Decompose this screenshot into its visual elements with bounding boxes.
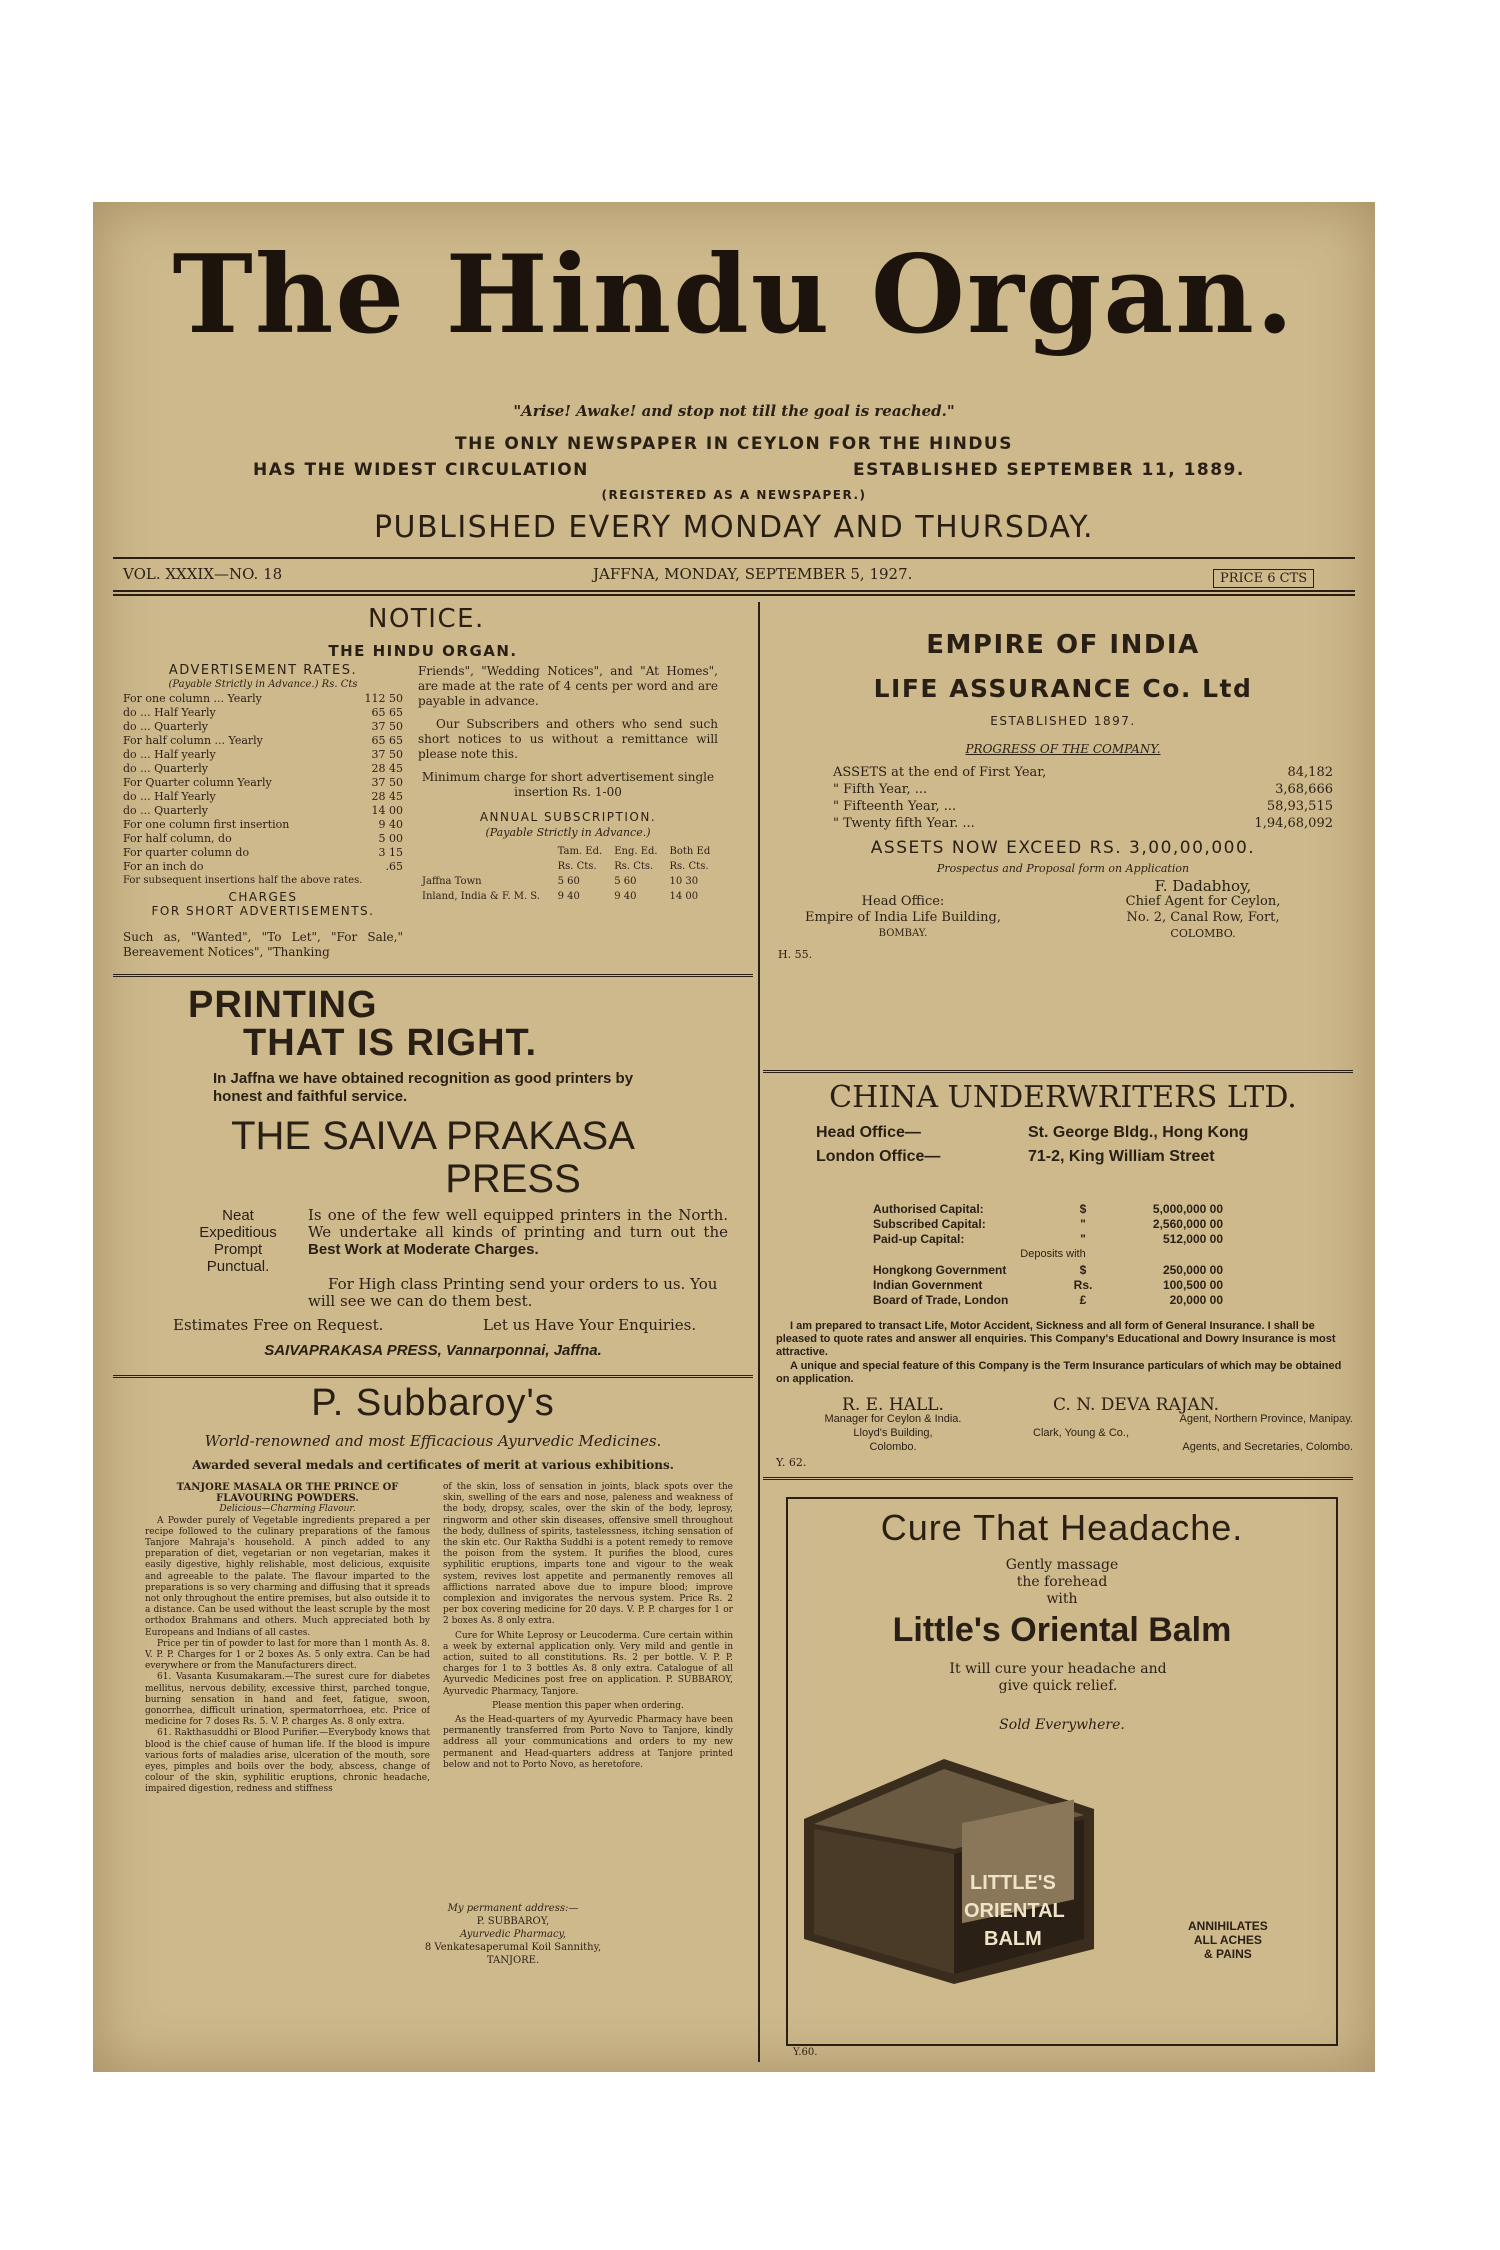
subscription-cell: 9 40 [614,891,637,902]
agent-1-title: Manager for Ceylon & India. [824,1413,962,1425]
price: PRICE 6 CTS [1213,569,1314,588]
asset-row [833,815,1333,832]
masthead-registered: (REGISTERED AS A NEWSPAPER.) [601,488,867,502]
subscription-cell: Both Ed [669,846,711,857]
rate-label: do ... Half Yearly [123,790,216,803]
press-name-line1: THE SAIVA PRAKASA [231,1114,635,1158]
subbaroy-column-1 [145,1482,430,1902]
asset-label: " Fifteenth Year, ... [833,799,957,814]
rate-value: 5 00 [378,832,403,845]
headache-ad [786,1497,1338,2046]
rule [113,1375,753,1378]
agent-1-address: Lloyd's Building, [853,1427,933,1439]
masthead-only-newspaper: THE ONLY NEWSPAPER IN CEYLON FOR THE HINDUS [455,434,1013,454]
agent-2-name: C. N. DEVA RAJAN. [1053,1395,1220,1415]
subscription-cell: 5 60 [614,876,637,887]
rate-value: 37 50 [371,748,403,761]
china-london-office-address: 71-2, King William Street [1028,1148,1215,1165]
press-high-class: For High class Printing send your orders to us. You will see we can do them best. [308,1275,718,1310]
subscription-cell [418,844,554,859]
rate-row [123,692,403,706]
rate-value: 28 45 [371,762,403,775]
agent-2-address: Clark, Young & Co., [1033,1427,1130,1439]
notice-heading: NOTICE. [368,604,485,634]
press-name-line2: PRESS [445,1157,581,1201]
short-ads-rate-text: Friends", "Wedding Notices", and "At Homes", are made at the rate of 4 cents per word and are payable in advance. [418,664,718,708]
finance-value: 2,560,000 00 [1152,1217,1223,1231]
rate-row [123,762,403,776]
china-paragraph-1: I am prepared to transact Life, Motor Accident, Sickness and all form of General Insurance. I shall be pleased to quote rates and answer all enquiries. This Company's Educational and Dowry Insurance is most attractive. [776,1320,1336,1358]
subscription-cell: Jaffna Town [422,876,482,887]
subscription-table [418,844,718,904]
finance-currency: $ [1079,1202,1087,1216]
rate-value: 28 45 [371,790,403,803]
rule [763,1070,1353,1073]
press-address: SAIVAPRAKASA PRESS, Vannarponnai, Jaffna. [264,1342,602,1359]
rate-row [123,720,403,734]
china-agent-2 [1033,1395,1353,1454]
subbaroy-title: P. Subbaroy's [311,1382,555,1424]
newspaper-page [93,202,1375,2072]
finance-row [873,1293,1233,1308]
charges-title: CHARGES [228,890,298,904]
subscription-row [418,844,718,859]
china-title: CHINA UNDERWRITERS LTD. [829,1080,1297,1115]
head-office-label: Head Office: [861,894,945,909]
subscribers-text: Our Subscribers and others who send such short notices to us without a remittance will please note this. [418,717,718,761]
rate-value: 14 00 [371,804,403,817]
printing-tagline: In Jaffna we have obtained recognition as good printers by honest and faithful service. [213,1070,634,1105]
masala-body: A Powder purely of Vegetable ingredients prepared a per recipe followed to the culinary preparations of the famous Tanjore Mahraja's household. A pinch added to any preparation of diet, vegetarian or non vegetarian, makes it easily digestive, highly relishable, most delicious, exquisite and agreeable to the palate. The flavour imparted to the preparations is so very charming and diffusing that it spreads not only throughout the entire premises, but also outside it to a distance. Can be used without the least scruple by the most orthodox Brahmans and others. Much appreciated both by Europeans and Indians of all castes. [145,1515,430,1638]
rule [113,974,753,977]
rates-note: (Payable Strictly in Advance.) Rs. Cts [168,679,358,690]
slogan-line-1: ANNIHILATES [1188,1919,1268,1933]
masthead-motto: "Arise! Awake! and stop not till the goal is reached." [513,402,955,420]
balm-tin-illustration [794,1739,1114,1989]
finance-label: Authorised Capital: [873,1202,984,1216]
subscription-cell: 5 60 [557,876,580,887]
empire-progress: PROGRESS OF THE COMPANY. [965,742,1161,756]
masthead-established: ESTABLISHED SEPTEMBER 11, 1889. [853,460,1245,480]
rate-row [123,832,403,846]
rate-label: For half column ... Yearly [123,734,263,747]
address-line-3: TANJORE. [486,1955,540,1966]
masthead-published: PUBLISHED EVERY MONDAY AND THURSDAY. [373,510,1095,545]
subscription-cell: Eng. Ed. [614,846,658,857]
finance-row [873,1217,1233,1232]
address-name: P. SUBBAROY, [476,1916,550,1927]
rates-subsequent: For subsequent insertions half the above rates. [123,875,363,886]
finance-currency: " [1080,1217,1086,1231]
rate-label: do ... Quarterly [123,720,208,733]
empire-established: ESTABLISHED 1897. [990,714,1136,728]
rate-row [123,748,403,762]
dateline: JAFFNA, MONDAY, SEPTEMBER 5, 1927. [593,565,913,583]
finance-label: Subscribed Capital: [873,1217,986,1231]
subscription-cell [418,859,554,874]
press-body: Is one of the few well equipped printers in the North. We undertake all kinds of printing and turn out the [308,1206,728,1241]
subscription-cell: 10 30 [669,876,699,887]
address-line-1: Ayurvedic Pharmacy, [459,1929,567,1940]
rate-label: For Quarter column Yearly [123,776,272,789]
product-name: Little's Oriental Balm [892,1611,1232,1649]
masala-price: Price per tin of powder to last for more than 1 month As. 8. V. P. P. Charges for 1 or 2 boxes As. 5 only extra. Can be had everywhere or from the Manufacturers direct. [145,1638,430,1672]
asset-label: " Twenty fifth Year. ... [833,816,975,831]
annual-subscription-title: ANNUAL SUBSCRIPTION. [479,810,657,824]
agent-address: No. 2, Canal Row, Fort, [1126,910,1280,925]
subscription-cell: Inland, India & F. M. S. [422,891,540,902]
assets-exceed: ASSETS NOW EXCEED RS. 3,00,00,000. [870,838,1256,858]
rates-list [123,692,403,874]
agent-2-city: Agents, and Secretaries, Colombo. [1182,1441,1353,1453]
rate-label: do ... Quarterly [123,762,208,775]
rule [763,1477,1353,1480]
press-description [308,1207,728,1258]
rate-value: 65 65 [371,706,403,719]
deposits-label: Deposits with [1020,1248,1086,1260]
rakthasuddhi-item: 61. Rakthasuddhi or Blood Purifier.—Everybody knows that blood is the chief cause of human life. If the blood is impure various forts of maladies arise, ulceration of the mouth, sore eyes, pimples and boils over the body, abscess, change of colour of the skin, syphilitic eruptions, chronic headache, impaired digestion, redness and stiffness [145,1728,430,1795]
empire-prospectus: Prospectus and Proposal form on Application [936,862,1190,875]
charges-subtitle: FOR SHORT ADVERTISEMENTS. [151,904,375,918]
finance-row [873,1278,1233,1293]
rates-title: ADVERTISEMENT RATES. [168,663,358,678]
press-virtues [173,1207,303,1275]
asset-label: " Fifth Year, ... [833,782,928,797]
rule [113,590,1355,592]
asset-value: 84,182 [1287,765,1333,780]
headache-body: It will cure your headache and give quick relief. [949,1661,1167,1694]
agent-2-title: Agent, Northern Province, Manipay. [1179,1413,1353,1425]
instruction-line-2: the forehead [1016,1574,1108,1590]
headache-title: Cure That Headache. [880,1507,1244,1548]
instruction-line-1: Gently massage [1005,1557,1119,1573]
empire-subtitle: LIFE ASSURANCE Co. Ltd [873,674,1253,703]
rate-label: For one column ... Yearly [123,692,262,705]
rate-row [123,790,403,804]
asset-value: 58,93,515 [1266,799,1333,814]
rate-value: 3 15 [378,846,403,859]
asset-row [833,781,1333,798]
rate-row [123,706,403,720]
rule [113,594,1355,596]
subscription-cell: Rs. Cts. [669,861,709,872]
finance-label: Paid-up Capital: [873,1232,965,1246]
advertisement-rates [123,664,403,960]
rate-row [123,776,403,790]
rate-label: For half column, do [123,832,232,845]
head-office-building: Empire of India Life Building, [805,910,1001,925]
head-office-city: BOMBAY. [878,928,928,939]
balm-slogan [1188,1919,1268,1961]
press-virtue: Expeditious [199,1224,277,1241]
subscription-cell: Tam. Ed. [557,846,603,857]
china-london-office-label: London Office— [816,1148,941,1165]
finance-value: 512,000 00 [1162,1232,1223,1246]
asset-row [833,798,1333,815]
rate-value: .65 [385,860,403,873]
masala-heading: TANJORE MASALA OR THE PRINCE OF FLAVOURING POWDERS. [176,1482,399,1505]
headache-code: Y.60. [793,2047,818,2058]
finance-value: 20,000 00 [1169,1293,1223,1307]
press-enquiries: Let us Have Your Enquiries. [483,1316,697,1334]
china-agent-1 [773,1395,1013,1454]
deposit-list [873,1263,1233,1308]
empire-title: EMPIRE OF INDIA [926,630,1200,660]
rate-row [123,846,403,860]
china-paragraph-2: A unique and special feature of this Company is the Term Insurance particulars of which may be obtained on application. [776,1360,1342,1385]
minimum-charge: Minimum charge for short advertisement single insertion Rs. 1-00 [421,770,715,799]
address-head: My permanent address:— [447,1903,579,1914]
rate-row [123,804,403,818]
rate-value: 9 40 [378,818,403,831]
rate-label: For one column first insertion [123,818,290,831]
notice-right-column [418,664,718,904]
finance-label: Hongkong Government [873,1263,1007,1277]
finance-value: 5,000,000 00 [1152,1202,1223,1216]
subbaroy-subtitle: World-renowned and most Efficacious Ayurvedic Medicines. [204,1432,662,1450]
press-virtue: Punctual. [206,1258,270,1275]
china-head-office-address: St. George Bldg., Hong Kong [1028,1124,1249,1141]
assets-list [833,764,1333,832]
asset-value: 3,68,666 [1275,782,1333,797]
subscription-cell: Rs. Cts. [557,861,597,872]
rate-label: For quarter column do [123,846,250,859]
press-body-bold: Best Work at Moderate Charges. [308,1241,539,1258]
vasanta-item: 61. Vasanta Kusumakaram.—The surest cure for diabetes mellitus, nervous debility, excessive thirst, parched tongue, burning sensation in hand and feet, fatigue, swoon, gonorrhea, difficult urination, spermatorrhoea, etc. Price of medicine for 7 doses Rs. 5. V. P. charges As. 8 only extra. [145,1672,430,1728]
finance-row [873,1263,1233,1278]
subscription-cell: 9 40 [557,891,580,902]
rate-value: 65 65 [371,734,403,747]
press-virtue: Prompt [213,1241,263,1258]
subscription-row [418,859,718,874]
masthead-title: The Hindu Organ. [172,232,1296,358]
agent-1-city: Colombo. [869,1441,917,1453]
rate-value: 112 50 [364,692,403,705]
rate-label: For an inch do [123,860,204,873]
rate-row [123,818,403,832]
subbaroy-column-2 [443,1482,733,1852]
subscription-row [418,874,718,889]
china-head-office-label: Head Office— [816,1124,921,1141]
sold-everywhere: Sold Everywhere. [999,1717,1125,1733]
subbaroy-address [373,1902,653,1967]
rate-row [123,860,403,874]
tin-label-1: LITTLE'S [970,1872,1056,1894]
finance-row [873,1232,1233,1247]
finance-currency: £ [1079,1293,1087,1307]
rate-label: do ... Half yearly [123,748,216,761]
printing-title-line1: PRINTING [188,984,378,1026]
tin-label-2: ORIENTAL [964,1900,1065,1922]
agent-1-name: R. E. HALL. [842,1395,944,1415]
capital-list [873,1202,1233,1247]
instruction-line-3: with [1046,1591,1078,1607]
notice-paper-name: THE HINDU ORGAN. [328,642,518,660]
rule [113,557,1355,559]
asset-row [833,764,1333,781]
masthead-circulation: HAS THE WIDEST CIRCULATION [253,460,589,480]
empire-head-office [773,894,1033,942]
rate-value: 37 50 [371,776,403,789]
headache-instruction [788,1557,1336,1608]
short-ads-text: Such as, "Wanted", "To Let", "For Sale," Bereavement Notices", "Thanking [123,930,403,959]
finance-label: Indian Government [873,1278,983,1292]
china-code: Y. 62. [776,1456,807,1469]
finance-row [873,1202,1233,1217]
finance-currency: $ [1079,1263,1087,1277]
finance-currency: Rs. [1073,1278,1093,1292]
slogan-line-3: & PAINS [1203,1947,1252,1961]
empire-agent [1053,878,1353,942]
agent-city: COLOMBO. [1170,927,1236,940]
finance-currency: " [1080,1232,1086,1246]
address-line-2: 8 Venkatesaperumal Koil Sannithy, [424,1942,602,1953]
volume-number: VOL. XXXIX—NO. 18 [123,565,283,583]
asset-value: 1,94,68,092 [1254,816,1333,831]
finance-value: 100,500 00 [1162,1278,1223,1292]
subbaroy-awards: Awarded several medals and certificates of merit at various exhibitions. [192,1458,674,1472]
subscription-cell: Rs. Cts. [614,861,654,872]
subscription-cell: 14 00 [669,891,699,902]
masala-sub: Delicious—Charming Flavour. [219,1504,356,1515]
rate-label: do ... Half Yearly [123,706,216,719]
rakthasuddhi-continued: of the skin, loss of sensation in joints, black spots over the skin, swelling of the ears and nose, paleness and weakness of the body, dropsy, scales, over the skin of the body, leprosy, ringworm and other skin diseases, offensive smell throughout the body, dullness of spirits, tastelessness, itching sensation of the skin etc. Our Raktha Suddhi is a potent remedy to remove the poison from the system. It purifies the blood, cures syphilitic eruptions, imparts tone and vigour to the weak system, revives lost appetite and permanently removes all afflictions narrated above due to impure blood; improve complexion and invigorates the nervous system. Price Rs. 2 per box covering medicine for 20 days. V. P. P. charges for 1 or 2 boxes As. 8 only extra. [443,1482,733,1627]
headquarters-notice: As the Head-quarters of my Ayurvedic Pharmacy have been permanently transferred from Porto Novo to Tanjore, kindly address all your communications and orders to my new permanent and Head-quarters address at Tanjore printed below and not to Porto Novo, as heretofore. [443,1715,733,1770]
agent-title: Chief Agent for Ceylon, [1125,894,1281,909]
agent-name: F. Dadabhoy, [1154,877,1252,895]
rate-value: 37 50 [371,720,403,733]
leucoderma-item: Cure for White Leprosy or Leucoderma. Cure certain within a week by external application only. Very mild and gentle in action, suited to all constitutions. Rs. 2 per bottle. V. P. P. charges for 1 to 3 bottles As. 8 only extra. Catalogue of all Ayurvedic Medicines post free on application. P. SUBBAROY, Ayurvedic Pharmacy, Tanjore. [443,1630,733,1697]
subscription-row [418,889,718,904]
column-divider [758,602,760,2062]
press-estimates: Estimates Free on Request. [173,1316,384,1334]
finance-label: Board of Trade, London [873,1293,1009,1307]
press-virtue: Neat [222,1207,254,1224]
printing-title-line2: THAT IS RIGHT. [243,1022,538,1064]
finance-value: 250,000 00 [1162,1263,1223,1277]
slogan-line-2: ALL ACHES [1193,1933,1262,1947]
empire-code: H. 55. [778,948,813,961]
rate-label: do ... Quarterly [123,804,208,817]
tin-label-3: BALM [984,1928,1042,1950]
annual-note: (Payable Strictly in Advance.) [485,826,651,839]
rate-row [123,734,403,748]
mention-paper: Please mention this paper when ordering. [492,1700,684,1711]
asset-label: ASSETS at the end of First Year, [833,765,1047,780]
